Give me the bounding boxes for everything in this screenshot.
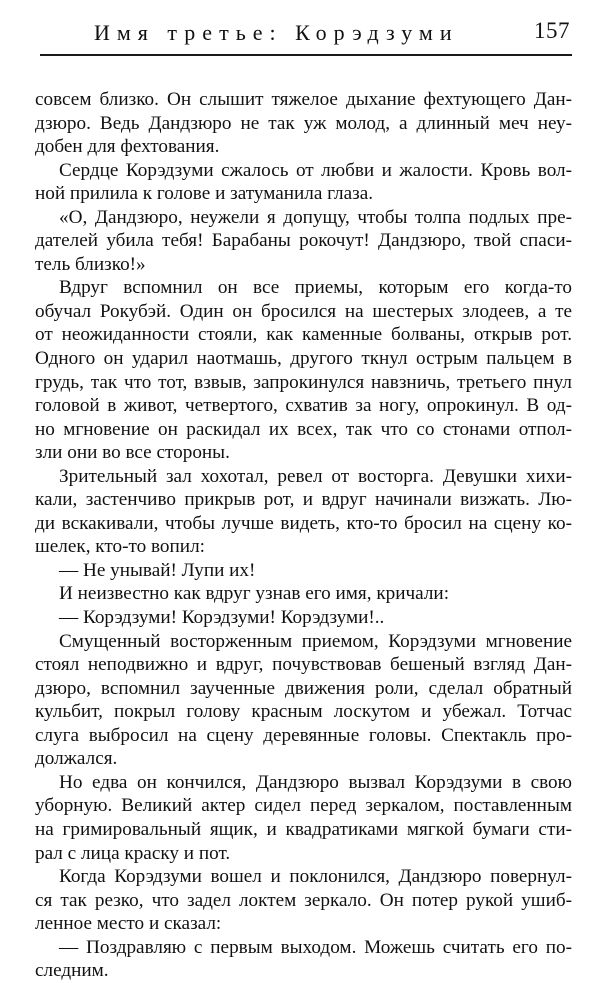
- text-line: на гримировальный ящик, и квадратиками мягкой бумаги сти-: [35, 818, 572, 840]
- text-line: «О, Дандзюро, неужели я допущу, чтобы толпа подлых пре-: [59, 206, 572, 228]
- text-line: ленное место и сказал:: [35, 913, 222, 935]
- text-line: дателей убила тебя! Барабаны рокочут! Дандзюро, твой спаси-: [35, 230, 572, 252]
- text-line: тель близко!»: [35, 253, 146, 275]
- text-line: Зрительный зал хохотал, ревел от восторга. Девушки хихи-: [59, 465, 572, 487]
- paragraph: [35, 606, 572, 630]
- page-number: 157: [534, 18, 570, 43]
- paragraph: [35, 936, 572, 983]
- text-line: Когда Корэдзуми вошел и поклонился, Дандзюро повернул-: [59, 866, 572, 888]
- text-line: добен для фехтования.: [35, 136, 220, 158]
- text-line: дзюро. Ведь Дандзюро не так уж молод, а длинный меч неу-: [35, 112, 572, 134]
- text-line: ди вскакивали, чтобы лучше видеть, кто-то бросил на сцену ко-: [35, 512, 572, 534]
- text-line: ной прилила к голове и затуманила глаза.: [35, 183, 374, 205]
- paragraph: [35, 630, 572, 771]
- text-line: совсем близко. Он слышит тяжелое дыхание фехтующего Дан-: [35, 89, 572, 110]
- text-line: дзюро, вспомнил заученные движения роли, сделал обратный: [35, 677, 572, 699]
- text-line: головой в живот, четвертого, схватив за ногу, опрокинул. В од-: [35, 395, 572, 417]
- text-line: слуга выбросил на сцену деревянные головы. Спектакль про-: [35, 724, 572, 746]
- text-line: — Не унывай! Лупи их!: [59, 559, 256, 581]
- running-title: Имя третье: Корэдзуми: [94, 20, 459, 45]
- text-line: уборную. Великий актер сидел перед зеркалом, поставленным: [35, 795, 572, 817]
- paragraph: [35, 159, 572, 206]
- text-line: Одного он ударил наотмашь, другого ткнул острым пальцем в: [35, 348, 572, 370]
- paragraph: [35, 88, 572, 159]
- text-line: должался.: [35, 748, 118, 770]
- text-line: Вдруг вспомнил он все приемы, которым его когда-то: [59, 277, 572, 299]
- text-line: от неожиданности стояли, как каменные болваны, открыв рот.: [35, 324, 572, 346]
- text-line: стоял неподвижно и вдруг, почувствовав бешеный взгляд Дан-: [35, 654, 572, 676]
- text-line: ся так резко, что задел локтем зеркало. Он потер рукой ушиб-: [35, 889, 572, 911]
- text-line: Но едва он кончился, Дандзюро вызвал Корэдзуми в свою: [59, 771, 572, 793]
- page-header: [40, 14, 572, 56]
- body-text: [35, 88, 572, 983]
- text-line: но мгновение он раскидал их всех, так что со стонами отпол-: [35, 418, 572, 440]
- paragraph: [35, 865, 572, 936]
- paragraph: [35, 771, 572, 865]
- text-line: шелек, кто-то вопил:: [35, 536, 205, 558]
- text-line: обучал Рокубэй. Один он бросился на шестерых злодеев, а те: [35, 300, 572, 322]
- text-line: грудь, так что тот, взвыв, запрокинулся навзничь, третьего пнул: [35, 371, 572, 393]
- text-line: зли они во все стороны.: [35, 442, 230, 464]
- text-line: Сердце Корэдзуми сжалось от любви и жалости. Кровь вол-: [59, 159, 572, 181]
- paragraph: [35, 559, 572, 583]
- text-line: кульбит, покрыл голову красным лоскутом и убежал. Тотчас: [35, 701, 572, 723]
- text-line: — Корэдзуми! Корэдзуми! Корэдзуми!..: [59, 607, 385, 629]
- paragraph: [35, 465, 572, 559]
- text-line: следним.: [35, 960, 109, 982]
- text-line: кали, застенчиво прикрыв рот, и вдруг начинали визжать. Лю-: [35, 489, 572, 511]
- text-line: Смущенный восторженным приемом, Корэдзуми мгновение: [59, 630, 572, 652]
- text-line: И неизвестно как вдруг узнав его имя, кричали:: [59, 583, 450, 605]
- paragraph: [35, 276, 572, 464]
- text-line: — Поздравляю с первым выходом. Можешь считать его по-: [59, 936, 572, 958]
- paragraph: [35, 582, 572, 606]
- text-line: рал с лица краску и пот.: [35, 842, 231, 864]
- paragraph: [35, 206, 572, 277]
